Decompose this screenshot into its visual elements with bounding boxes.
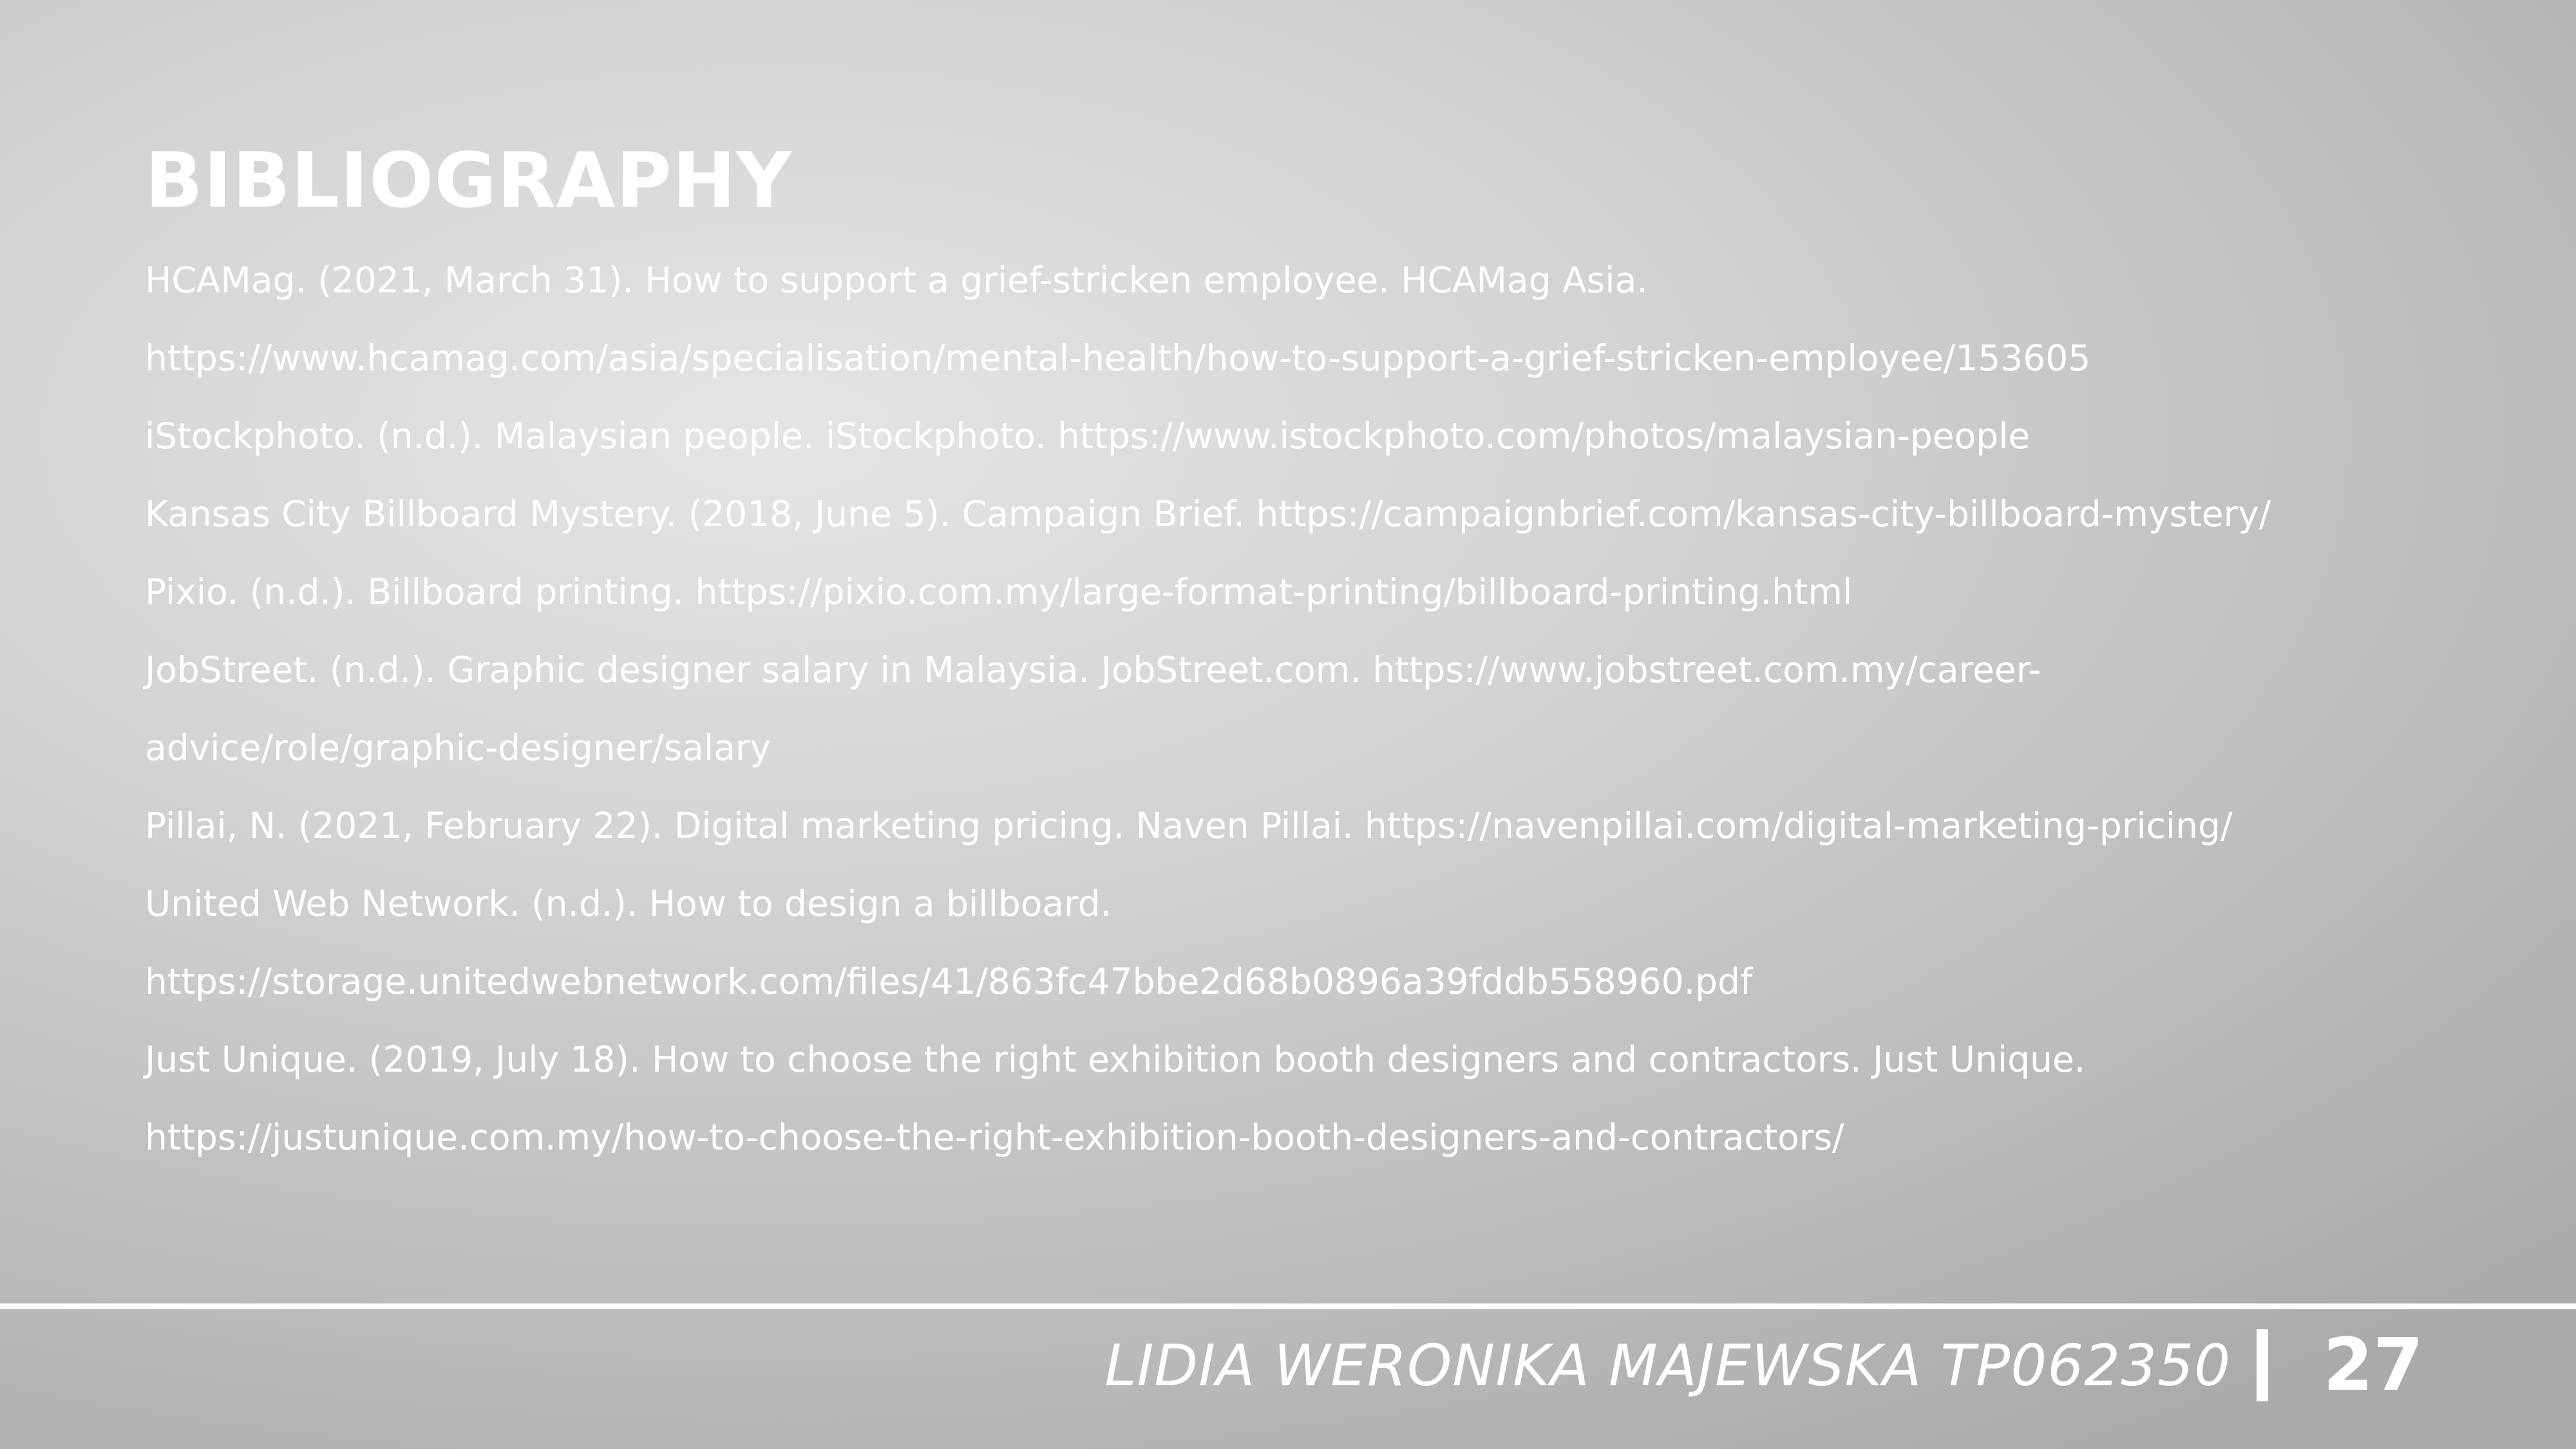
bibliography-line: Kansas City Billboard Mystery. (2018, June 5). Campaign Brief. https://campaignbrief.com/kansas-city-billboard-mystery/: [145, 493, 2271, 535]
bibliography-line: advice/role/graphic-designer/salary: [145, 727, 772, 768]
bibliography-line: https://storage.unitedwebnetwork.com/files/41/863fc47bbe2d68b0896a39fddb558960.pdf: [145, 961, 1753, 1002]
bibliography-line: Just Unique. (2019, July 18). How to choose the right exhibition booth designers and contractors. Just Unique.: [145, 1039, 2086, 1080]
bibliography-list: [145, 242, 2438, 1177]
bibliography-line: https://www.hcamag.com/asia/specialisation/mental-health/how-to-support-a-grief-stricken-employee/153605: [145, 337, 2091, 379]
bibliography-line: https://justunique.com.my/how-to-choose-the-right-exhibition-booth-designers-and-contractors/: [145, 1117, 1844, 1158]
bibliography-line: JobStreet. (n.d.). Graphic designer salary in Malaysia. JobStreet.com. https://www.jobstreet.com.my/career-: [145, 649, 2041, 690]
author-name: LIDIA WERONIKA MAJEWSKA TP062350: [1104, 1332, 2231, 1399]
footer: [1104, 1320, 2423, 1410]
page-number: 27: [2323, 1323, 2423, 1407]
bibliography-line: HCAMag. (2021, March 31). How to support a grief-stricken employee. HCAMag Asia.: [145, 260, 1648, 301]
bibliography-line: Pillai, N. (2021, February 22). Digital marketing pricing. Naven Pillai. https://navenpillai.com/digital-marketing-pricing/: [145, 805, 2233, 846]
bibliography-line: iStockphoto. (n.d.). Malaysian people. iStockphoto. https://www.istockphoto.com/photos/malaysian-people: [145, 415, 2031, 457]
footer-divider: [0, 1303, 2576, 1309]
bibliography-line: Pixio. (n.d.). Billboard printing. https://pixio.com.my/large-format-printing/billboard-printing.html: [145, 571, 1853, 612]
page-title: BIBLIOGRAPHY: [145, 136, 792, 225]
footer-separator: [2257, 1329, 2268, 1401]
bibliography-line: United Web Network. (n.d.). How to design a billboard.: [145, 883, 1112, 924]
